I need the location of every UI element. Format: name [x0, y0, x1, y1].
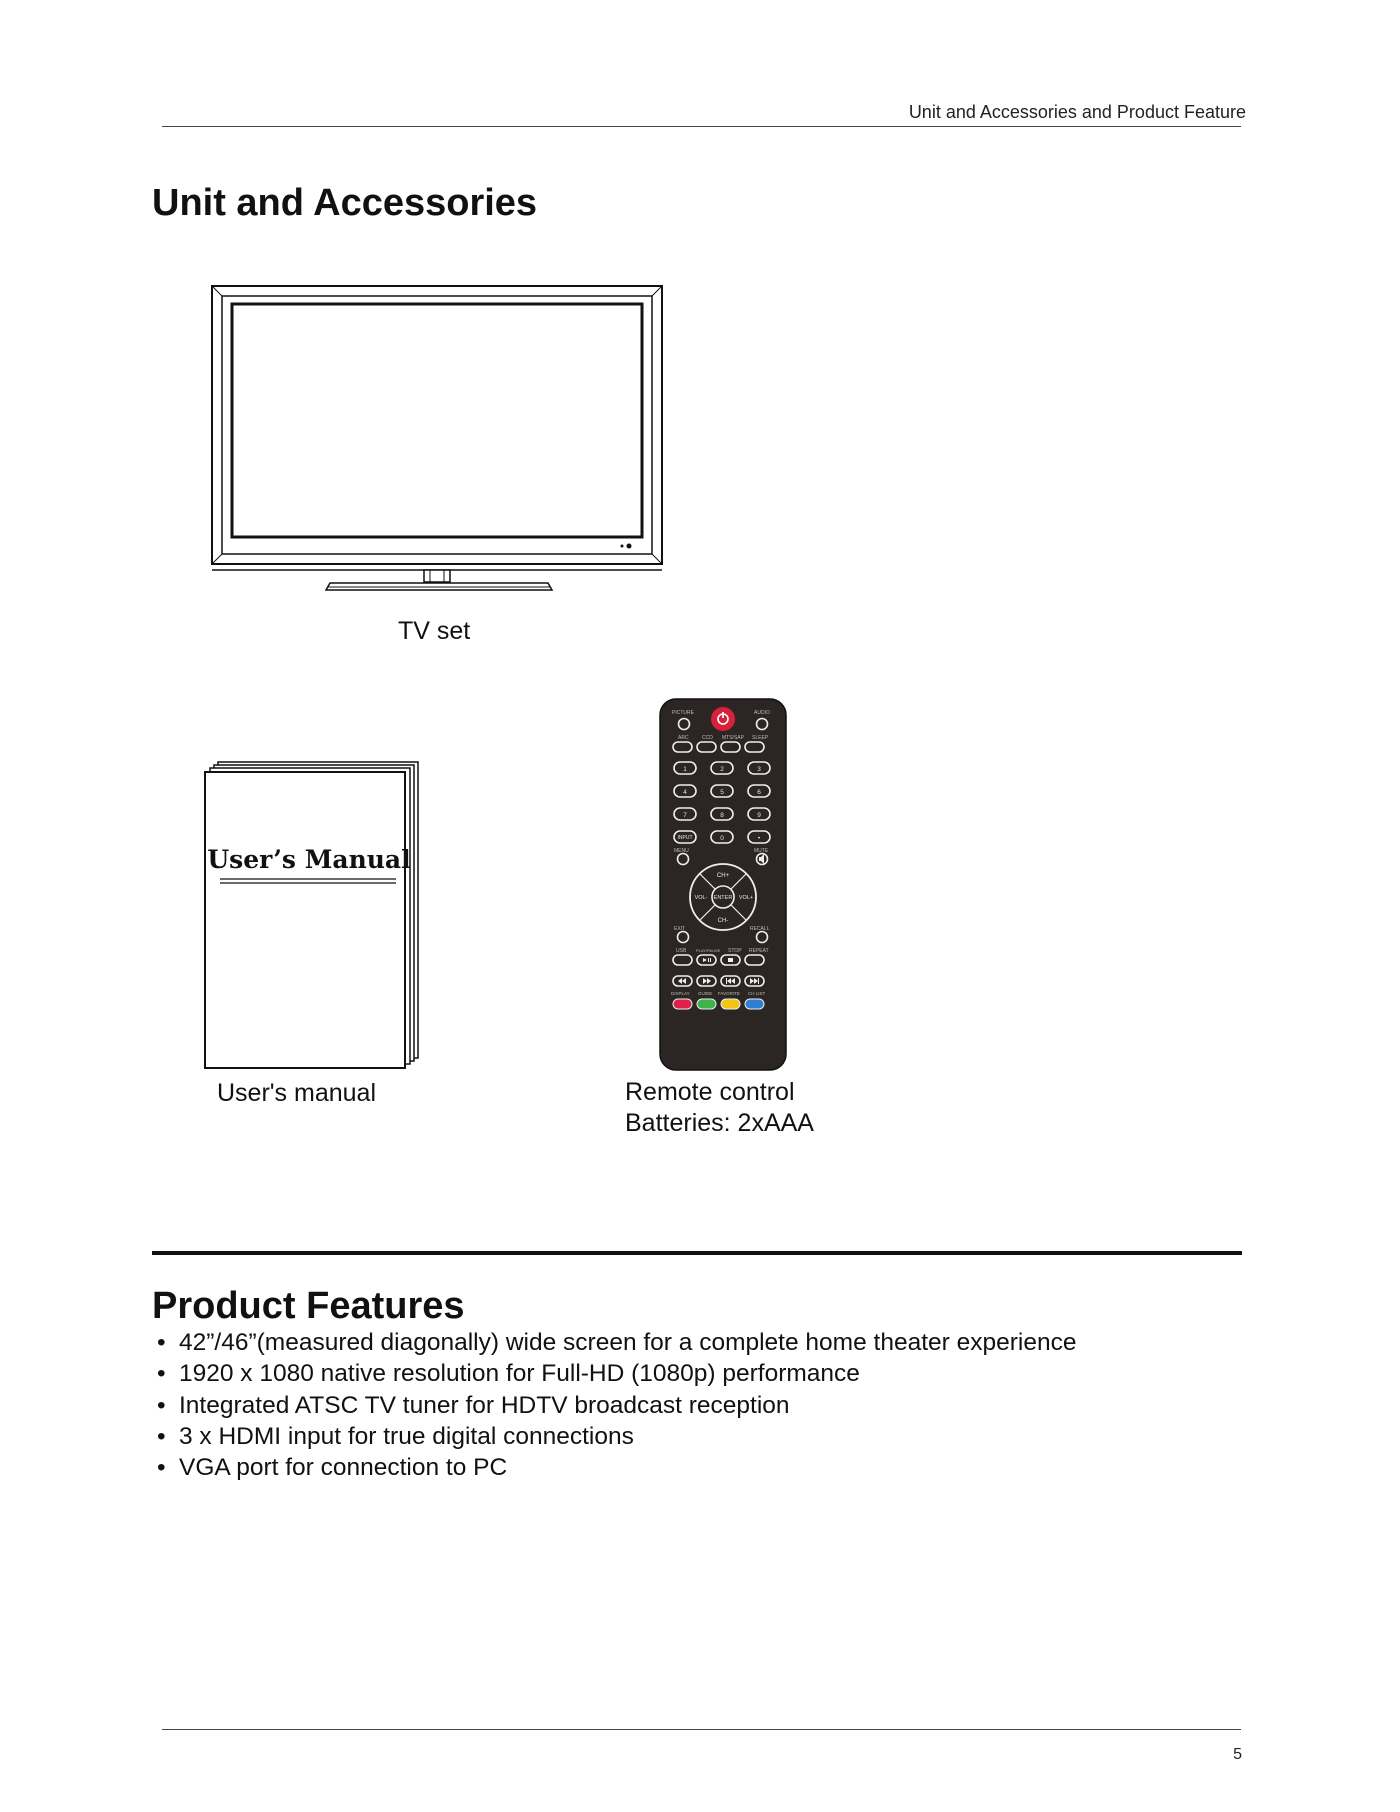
tv-set-caption: TV set: [398, 617, 471, 645]
users-manual-caption: User's manual: [217, 1079, 376, 1107]
section-divider: [152, 1251, 1242, 1255]
digit-9-label: 9: [757, 812, 761, 819]
digit-4-label: 4: [683, 789, 687, 796]
digit-1-label: 1: [683, 766, 687, 773]
users-manual-illustration: [204, 760, 422, 1060]
red-button: [673, 999, 692, 1009]
enter-label: ENTER: [713, 895, 733, 901]
menu-label: MENU: [674, 848, 689, 854]
section-title-accessories: Unit and Accessories: [152, 182, 538, 224]
remote-caption-line1: Remote control: [625, 1078, 795, 1106]
digit-0-label: 0: [720, 835, 724, 842]
page-number: 5: [1233, 1746, 1242, 1763]
list-item: • 42”/46”(measured diagonally) wide screen for a complete home theater experience: [152, 1327, 1242, 1358]
input-label: INPUT: [677, 835, 693, 841]
digit-2-label: 2: [720, 766, 724, 773]
stop-label: STOP: [728, 948, 742, 954]
digit-8-label: 8: [720, 812, 724, 819]
ch-up-label: CH+: [716, 873, 730, 879]
remote-caption-line2: Batteries: 2xAAA: [625, 1109, 814, 1137]
vol-down-label: VOL-: [694, 895, 708, 901]
exit-label: EXIT: [674, 926, 686, 932]
running-header: Unit and Accessories and Product Feature: [908, 102, 1246, 122]
green-button: [697, 999, 716, 1009]
blue-button: [745, 999, 764, 1009]
digit-5-label: 5: [720, 789, 724, 796]
list-item: • 1920 x 1080 native resolution for Full-HD (1080p) performance: [152, 1358, 1242, 1389]
mts-sap-label: MTS/SAP: [722, 735, 744, 741]
digit-6-label: 6: [757, 789, 761, 796]
ch-down-label: CH-: [717, 918, 729, 924]
play-pause-label: PLAY/PAUSE: [696, 948, 721, 953]
digit-7-label: 7: [683, 812, 687, 819]
stop-icon: [728, 958, 733, 962]
ch-list-label: CH LIST: [748, 991, 766, 996]
recall-label: RECALL: [750, 926, 770, 932]
yellow-button: [721, 999, 740, 1009]
remote-caption: [625, 1077, 814, 1139]
repeat-label: REPEAT: [749, 948, 769, 954]
ccd-label: CCD: [702, 735, 713, 741]
tv-set-illustration: [210, 284, 666, 596]
vol-up-label: VOL+: [738, 895, 754, 901]
list-item: • Integrated ATSC TV tuner for HDTV broadcast reception: [152, 1390, 1242, 1421]
manual-cover-title: User’s Manual: [207, 845, 411, 874]
footer-divider: [162, 1729, 1241, 1730]
usb-label: USB: [676, 948, 687, 954]
header-divider: [162, 126, 1241, 127]
list-item: • VGA port for connection to PC: [152, 1452, 1242, 1483]
digit-3-label: 3: [757, 766, 761, 773]
feature-list: [152, 1327, 1242, 1483]
mute-label: MUTE: [754, 848, 769, 854]
favorite-label: FAVORITE: [718, 991, 740, 996]
audio-label: AUDIO: [754, 710, 770, 716]
dot-label: •: [757, 835, 761, 842]
list-item: • 3 x HDMI input for true digital connections: [152, 1421, 1242, 1452]
power-button: [711, 707, 735, 731]
section-title-features: Product Features: [152, 1285, 465, 1327]
arc-label: ARC: [678, 735, 689, 741]
picture-label: PICTURE: [672, 710, 694, 716]
remote-body: [660, 699, 786, 1070]
display-label: DISPLAY: [671, 991, 690, 996]
remote-control-illustration: [658, 697, 788, 1072]
sleep-label: SLEEP: [752, 735, 769, 741]
guide-label: GUIDE: [698, 991, 713, 996]
